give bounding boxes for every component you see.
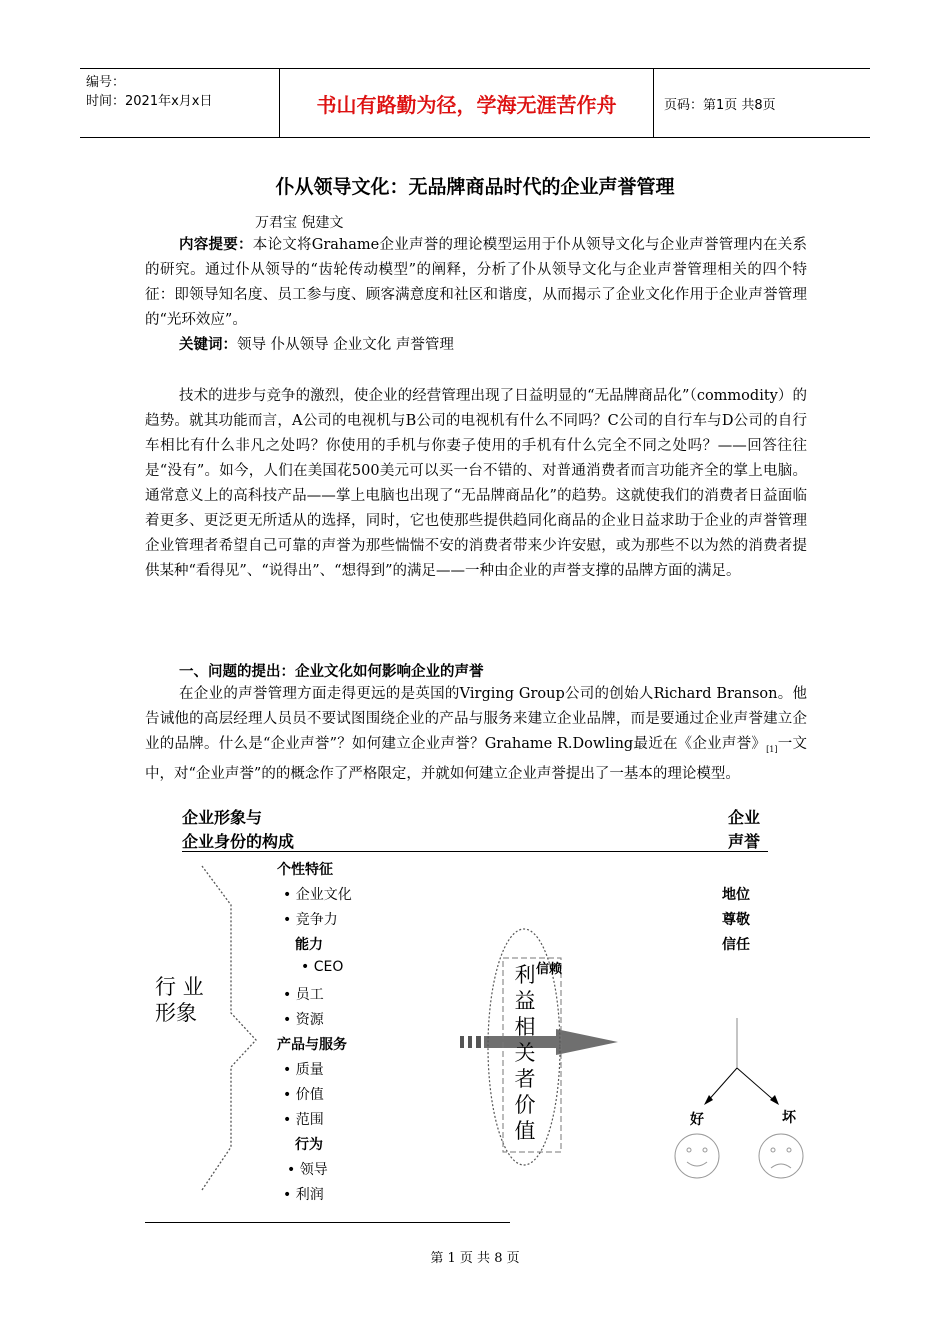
abstract-label: 内容提要： [179, 237, 253, 253]
ceo-item: • CEO [301, 959, 344, 975]
reference-mark: [1] [766, 744, 778, 754]
sad-face-icon [759, 1134, 803, 1178]
number-label: 编号： [86, 75, 126, 90]
intro-paragraph: 技术的进步与竞争的激烈，使企业的经营管理出现了日益明显的“无品牌商品化”（commodity）的趋势。就其功能而言，A公司的电视机与B公司的电视机有什么不同吗？C公司的自行车与D公司的自行车相比有什么非凡之处吗？你使用的手机与你妻子使用的手机有什么完全不同之处吗？——回答往往是“没有”。如今，人们在美国花500美元可以买一台不错的、对普通消费者而言功能齐全的掌上电脑。通常意义上的高科技产品——掌上电脑也出现了“无品牌商品化”的趋势。这就使我们的消费者日益面临着更多、更泛更无所适从的选择，同时，它也使那些提供趋同化商品的企业日益求助于企业的声誉管理企业管理者希望自己可靠的声誉为那些惴惴不安的消费者带来少许安慰，或为那些不以为然的消费者提供某种“看得见”、“说得出”、“想得到”的满足——一种由企业的声誉支撑的品牌方面的满足。 [145, 388, 807, 579]
scope-item: • 范围 [283, 1112, 324, 1128]
ability-label: 能力 [295, 937, 323, 953]
section1-text-a: 在企业的声誉管理方面走得更远的是英国的Virging Group公司的创始人Richard Branson。他告诫他的高层经理人员员不要试图围绕企业的产品与服务来建立企业品牌，而是要通过企业声誉建立企业的品牌。什么是“企业声誉”？如何建立企业声誉？Grahame R.Dowling最近在《企业声誉》 [145, 686, 807, 752]
stake-char: 值 [514, 1119, 536, 1143]
keywords-text: 领导 仆从领导 企业文化 声誉管理 [237, 337, 454, 353]
right-header-line1: 企业 [728, 808, 761, 827]
page-footer: 第 1 页 共 8 页 [430, 1251, 520, 1266]
left-header-line2: 企业身份的构成 [182, 832, 295, 851]
stake-char: 价 [514, 1093, 536, 1117]
authors: 万君宝 倪建文 [255, 215, 344, 231]
bad-label: 坏 [782, 1110, 796, 1126]
dotted-brace [202, 866, 256, 1190]
section-heading: 一、问题的提出：企业文化如何影响企业的声誉 [179, 664, 484, 680]
behavior-label: 行为 [295, 1137, 323, 1153]
abstract-text: 本论文将Grahame企业声誉的理论模型运用于仆从领导文化与企业声誉管理内在关系的研究。通过仆从领导的“齿轮传动模型”的阐释，分析了仆从领导文化与企业声誉管理相关的四个特征：即领导知名度、员工参与度、顾客满意度和社区和谐度，从而揭示了企业文化作用于企业声誉管理的“光环效应”。 [145, 237, 807, 328]
quality-item: • 质量 [283, 1062, 324, 1078]
products-label: 产品与服务 [277, 1037, 347, 1053]
respect-label: 尊敬 [722, 912, 750, 928]
credit-label: 信任 [722, 937, 750, 953]
arrow-dashed-stem [460, 1036, 481, 1048]
competitiveness-item: • 竞争力 [283, 912, 338, 928]
time-label: 时间：2021年x月x日 [86, 94, 213, 109]
footnote-rule [145, 1222, 510, 1223]
main-arrow [484, 1029, 618, 1055]
industry-line2: 形象 [155, 1001, 197, 1025]
stake-char: 相 [514, 1015, 536, 1039]
culture-item: • 企业文化 [283, 887, 352, 903]
value-item: • 价值 [283, 1087, 324, 1103]
branch-bad [737, 1068, 777, 1103]
happy-face-icon [675, 1134, 719, 1178]
left-header-line1: 企业形象与 [182, 808, 263, 827]
profit-item: • 利润 [283, 1187, 324, 1203]
branch-bad-arrowhead [770, 1095, 779, 1105]
trust-label: 信赖 [536, 962, 563, 977]
leadership-item: • 领导 [287, 1162, 328, 1178]
stake-char: 者 [514, 1067, 536, 1091]
stakeholder-value-label [513, 962, 537, 1144]
good-label: 好 [690, 1112, 704, 1128]
industry-line1: 行 业 [155, 975, 204, 999]
stake-char: 关 [514, 1041, 536, 1065]
page-label: 页码：第1页 共8页 [664, 97, 776, 113]
personality-label: 个性特征 [277, 862, 333, 878]
stake-char: 益 [514, 989, 536, 1013]
stake-char: 利 [514, 963, 536, 987]
status-label: 地位 [722, 887, 750, 903]
motto: 书山有路勤为径，学海无涯苦作舟 [280, 69, 654, 137]
resources-item: • 资源 [283, 1012, 324, 1028]
document-title: 仆从领导文化：无品牌商品时代的企业声誉管理 [275, 176, 675, 198]
keywords-label: 关键词： [179, 337, 237, 353]
staff-item: • 员工 [283, 987, 324, 1003]
section1-text-b: 一文中，对“企业声誉”的的概念作了严格限定，并就如何建立企业声誉提出了一基本的理论模型。 [145, 736, 807, 782]
right-header-line2: 声誉 [728, 832, 761, 851]
industry-image-label [155, 974, 204, 1026]
